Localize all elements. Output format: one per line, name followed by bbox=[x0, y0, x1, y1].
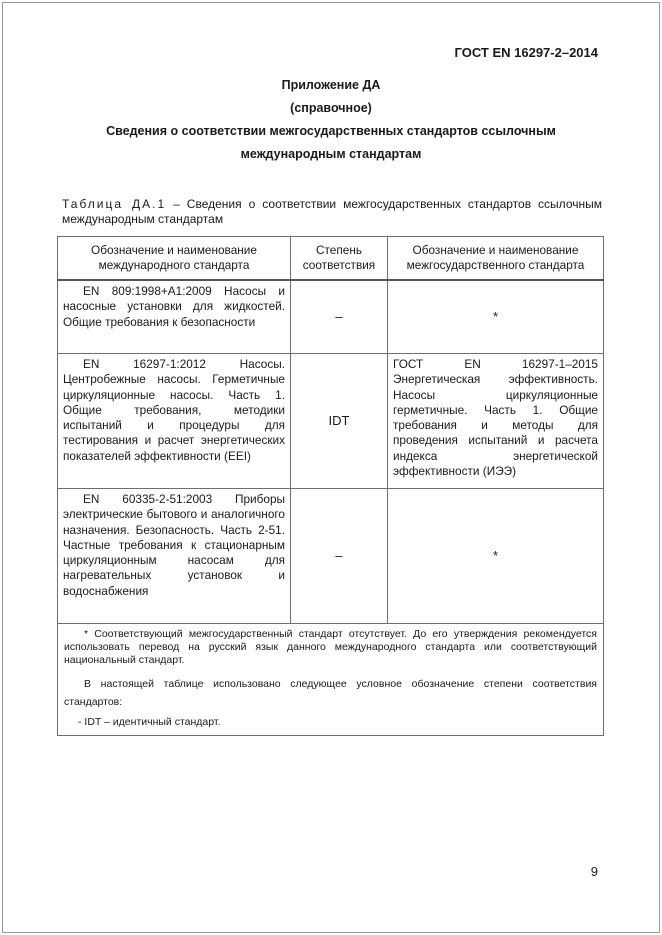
international-standard-cell: EN 60335-2-51:2003 Приборы электрические бытового и аналогичного назначения. Безопасность. Часть 2-51. Частные требования к стационарным циркуляционным насосам для нагревательных установок и водоснабжения bbox=[58, 489, 291, 624]
table-row bbox=[58, 280, 604, 354]
appendix-heading-line-2: международным стандартам bbox=[240, 147, 422, 161]
page-number: 9 bbox=[590, 864, 598, 879]
table-header-row bbox=[58, 237, 604, 281]
document-code: ГОСТ EN 16297-2–2014 bbox=[454, 45, 598, 60]
degree-cell: IDT bbox=[291, 354, 388, 489]
appendix-heading-line-1: Сведения о соответствии межгосударственных стандартов ссылочным bbox=[106, 124, 556, 138]
table-notes bbox=[58, 624, 604, 736]
column-header-international: Обозначение и наименование международного стандарта bbox=[58, 237, 291, 281]
interstate-standard-cell: * bbox=[388, 280, 604, 354]
table-row bbox=[58, 354, 604, 489]
table-caption bbox=[62, 197, 602, 227]
footnote-text: * Соответствующий межгосударственный стандарт отсутствует. До его утверждения рекомендуется использовать перевод на русский язык данного международного стандарта или соответствующий национальный стандарт. bbox=[64, 628, 597, 666]
international-standard-cell: EN 809:1998+A1:2009 Насосы и насосные установки для жидкостей. Общие требования к безопасности bbox=[58, 280, 291, 354]
legend-item: - IDT – идентичный стандарт. bbox=[78, 716, 221, 728]
international-standard-cell: EN 16297-1:2012 Насосы. Центробежные насосы. Герметичные циркуляционные насосы. Часть 1. Общие требования, методики испытаний и процедуры для тестирования и расчет энергетических показателей эффективности (EEI) bbox=[58, 354, 291, 489]
legend-intro: В настоящей таблице использовано следующее условное обозначение степени соответствия стандартов: bbox=[64, 678, 597, 708]
interstate-standard-cell: ГОСТ EN 16297-1–2015 Энергетическая эффективность. Насосы циркуляционные герметичные. Часть 1. Общие требования и методы для проведения испытаний и расчета индекса энергетической эффективности (ИЭЭ) bbox=[388, 354, 604, 489]
table-notes-row bbox=[58, 624, 604, 736]
table-caption-label: Таблица ДА.1 bbox=[62, 197, 167, 211]
interstate-standard-cell: * bbox=[388, 489, 604, 624]
appendix-type: (справочное) bbox=[290, 101, 372, 115]
column-header-degree: Степень соответствия bbox=[291, 237, 388, 281]
degree-cell: – bbox=[291, 280, 388, 354]
correspondence-table bbox=[57, 236, 604, 736]
table-caption-text: – Сведения о соответствии межгосударственных стандартов ссылочным международным стандартам bbox=[62, 197, 602, 226]
column-header-interstate: Обозначение и наименование межгосударственного стандарта bbox=[388, 237, 604, 281]
appendix-title: Приложение ДА bbox=[281, 78, 381, 92]
table-row bbox=[58, 489, 604, 624]
degree-cell: – bbox=[291, 489, 388, 624]
